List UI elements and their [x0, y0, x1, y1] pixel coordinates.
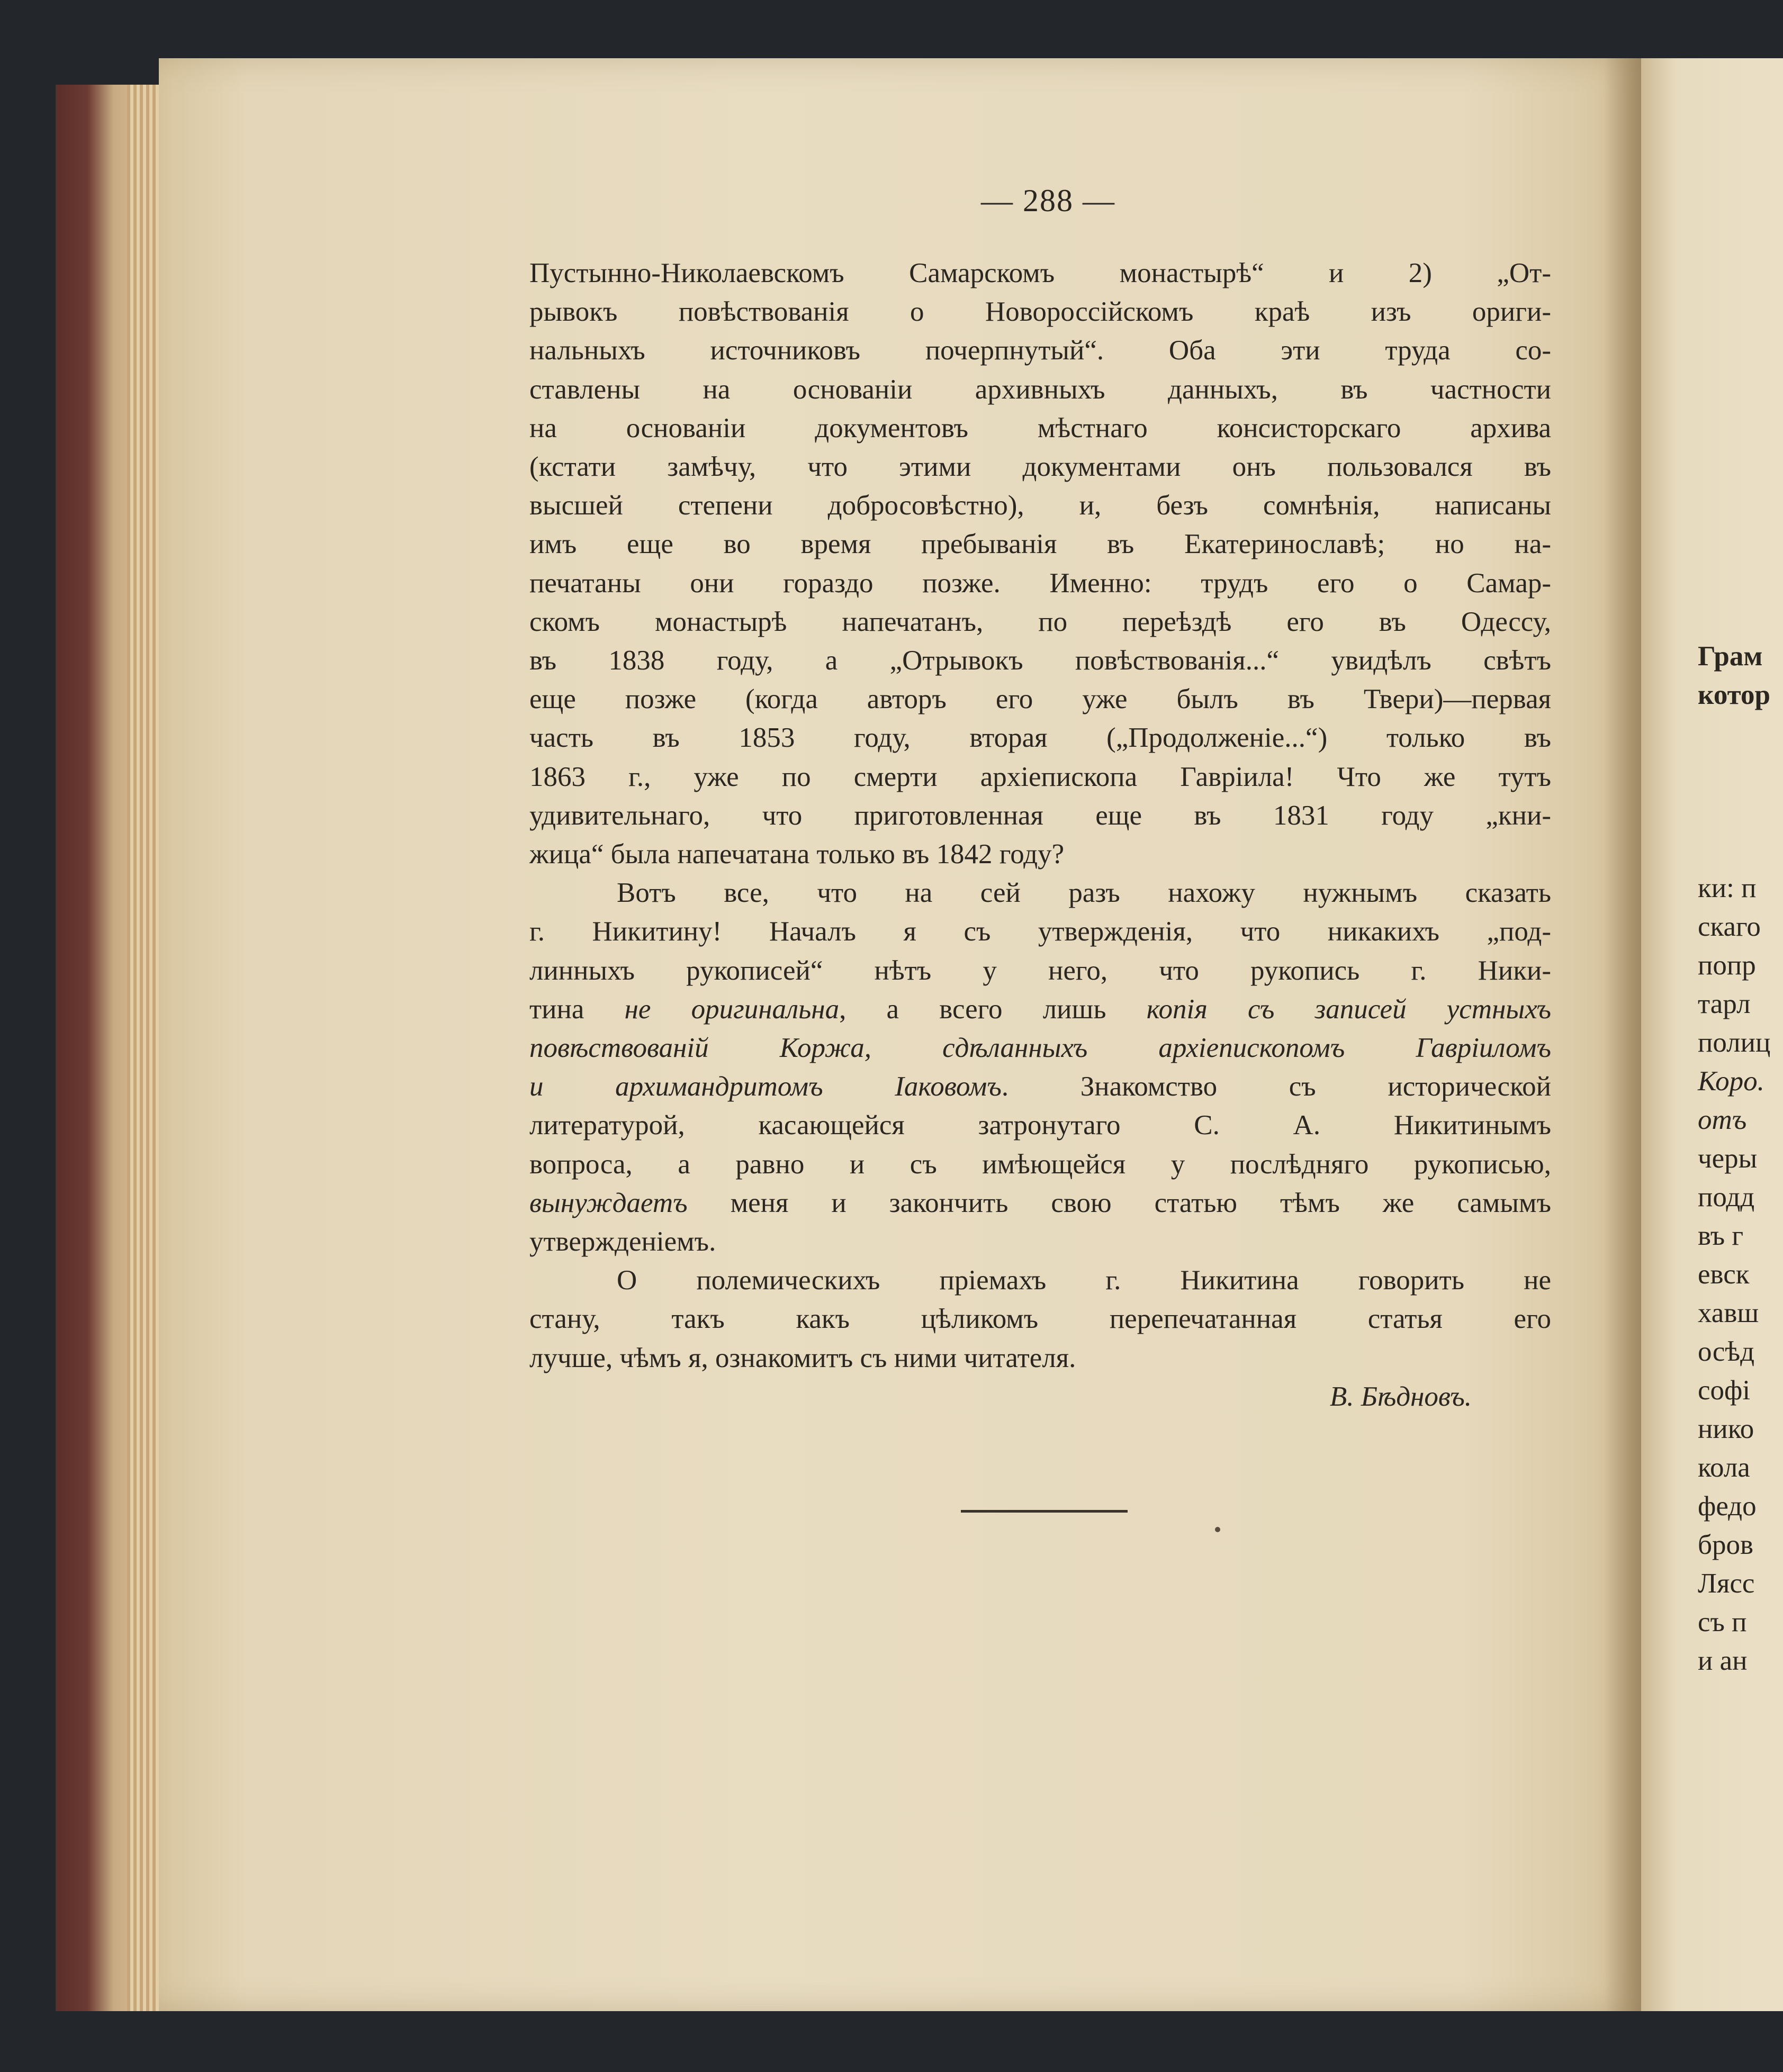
text-line: Вотъ все, что на сей разъ нахожу нужнымъ сказать	[617, 877, 1551, 909]
text-line: удивительнаго, что приготовленная еще въ 1831 году „кни-	[529, 800, 1551, 831]
text-line: жица“ была напечатана только въ 1842 году?	[529, 839, 1065, 870]
text-line: лучше, чѣмъ я, ознакомитъ съ ними читателя.	[529, 1342, 1076, 1373]
right-text-line: хавш	[1698, 1298, 1759, 1328]
text-line: Пустынно-Николаевскомъ Самарскомъ монастырѣ“ и 2) „От-	[529, 258, 1551, 288]
text-line	[529, 1184, 1551, 1223]
text-segment: , а всего лишь	[839, 993, 1147, 1025]
right-text-line: федо	[1698, 1491, 1757, 1522]
text-line: нальныхъ источниковъ почерпнутый“. Оба эти труда со-	[529, 335, 1551, 366]
text-line: имъ еще во время пребыванія въ Екатеринославѣ; но на-	[529, 529, 1551, 560]
right-heading-line: Грам	[1698, 641, 1763, 672]
text-line: вопроса, а равно и съ имѣющейся у послѣдняго рукописью,	[529, 1148, 1551, 1180]
text-segment: . Знакомство съ исторической	[1001, 1071, 1551, 1102]
right-text-line: въ г	[1698, 1220, 1744, 1251]
text-line: на основаніи документовъ мѣстнаго консисторскаго архива	[529, 412, 1551, 444]
paragraph-3	[529, 1261, 1551, 1378]
text-line: ставлены на основаніи архивныхъ данныхъ, въ частности	[529, 374, 1551, 405]
text-line: скомъ монастырѣ напечатанъ, по переѣздѣ его въ Одессу,	[529, 606, 1551, 637]
text-line: (кстати замѣчу, что этими документами онъ пользовался въ	[529, 451, 1551, 483]
right-text-line: ки: п	[1698, 873, 1757, 903]
book-gutter	[1604, 58, 1641, 2011]
paragraph-2	[529, 874, 1551, 1261]
right-text-line: Лясс	[1698, 1568, 1755, 1599]
page-number: — 288 —	[981, 183, 1115, 218]
page-stack-edge	[127, 85, 159, 2011]
right-text-line: полиц	[1698, 1027, 1771, 1058]
text-segment: тина	[529, 993, 625, 1025]
right-text-line: попр	[1698, 950, 1756, 981]
text-line	[529, 1067, 1551, 1106]
right-text-line: осѣд	[1698, 1336, 1755, 1367]
right-text-line: съ п	[1698, 1607, 1747, 1637]
right-text-line: отъ	[1698, 1105, 1747, 1135]
right-text-line: скаго	[1698, 911, 1761, 942]
italic-segment: не оригинальна	[624, 993, 840, 1025]
text-line: въ 1838 году, а „Отрывокъ повѣствованія...“ увидѣлъ свѣтъ	[529, 645, 1551, 676]
italic-segment: и архимандритомъ Іаковомъ	[529, 1071, 1002, 1102]
right-text-line: кола	[1698, 1452, 1750, 1483]
text-segment: меня и закончить свою статью тѣмъ же самымъ	[687, 1187, 1551, 1218]
text-line: еще позже (когда авторъ его уже былъ въ Твери)—первая	[529, 684, 1551, 715]
text-line: г. Никитину! Началъ я съ утвержденія, что никакихъ „под-	[529, 916, 1551, 947]
text-line: О полемическихъ пріемахъ г. Никитина говорить не	[617, 1265, 1551, 1296]
right-text-line: Коро.	[1698, 1066, 1764, 1097]
text-line: часть въ 1853 году, вторая („Продолженіе...“) только въ	[529, 722, 1551, 754]
text-line: литературой, касающейся затронутаго С. А. Никитинымъ	[529, 1110, 1551, 1141]
section-divider	[961, 1510, 1128, 1513]
right-text-line: софі	[1698, 1375, 1751, 1406]
text-line: печатаны они гораздо позже. Именно: трудъ его о Самар-	[529, 567, 1551, 599]
text-line: 1863 г., уже по смерти архіепископа Гавріила! Что же тутъ	[529, 761, 1551, 792]
text-line	[529, 990, 1551, 1029]
right-text-line: бров	[1698, 1530, 1753, 1560]
right-text-line: и ан	[1698, 1645, 1748, 1676]
author-signature: В. Бѣдновъ.	[1329, 1381, 1472, 1412]
right-text-line: нико	[1698, 1414, 1754, 1444]
text-line: высшей степени добросовѣстно), и, безъ сомнѣнія, написаны	[529, 490, 1551, 521]
right-text-line: тарл	[1698, 989, 1751, 1019]
text-line: рывокъ повѣствованія о Новороссійскомъ краѣ изъ ориги-	[529, 296, 1551, 328]
italic-segment: повѣствованій Коржа, сдѣланныхъ архіепископомъ Гавріиломъ	[529, 1033, 1551, 1064]
right-text-line: черы	[1698, 1143, 1758, 1174]
italic-segment: вынуждаетъ	[529, 1187, 688, 1218]
right-text-line: подд	[1698, 1182, 1755, 1213]
italic-segment: копія съ записей устныхъ	[1146, 993, 1551, 1025]
paragraph-1	[529, 254, 1551, 874]
text-line: линныхъ рукописей“ нѣтъ у него, что рукопись г. Ники-	[529, 955, 1551, 986]
right-text-line: евск	[1698, 1259, 1750, 1290]
text-line: стану, такъ какъ цѣликомъ перепечатанная статья его	[529, 1304, 1551, 1335]
print-speck	[1215, 1527, 1220, 1532]
left-page-text	[529, 254, 1551, 1416]
text-line: утвержденіемъ.	[529, 1226, 716, 1257]
text-line	[529, 1029, 1551, 1067]
right-heading-line: котор	[1698, 680, 1770, 710]
